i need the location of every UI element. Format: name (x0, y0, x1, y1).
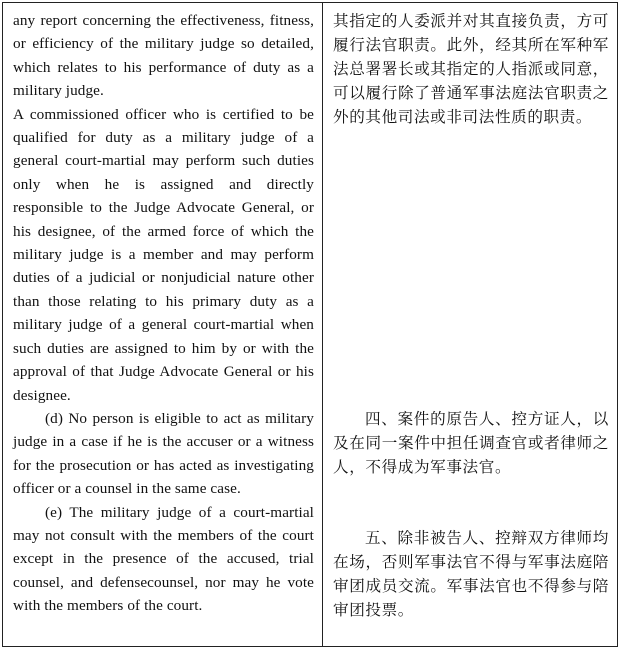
chinese-paragraph-five: 五、除非被告人、控辩双方律师均在场，否则军事法官不得与军事法庭陪审团成员交流。军事法官也不得参与陪审团投票。 (333, 529, 609, 619)
english-paragraph-d: (d) No person is eligible to act as military judge in a case if he is the accuser or a witness for the prosecution or has acted as investigating officer or a counsel in the same case. (13, 409, 314, 498)
bilingual-table (2, 2, 618, 647)
chinese-column (323, 3, 617, 646)
chinese-paragraph-four: 四、案件的原告人、控方证人，以及在同一案件中担任调查官或者律师之人，不得成为军事法官。 (333, 410, 609, 476)
chinese-paragraph-continued: 其指定的人委派并对其直接负责，方可履行法官职责。此外，经其所在军种军法总署署长或其指定的人指派或同意，可以履行除了普通军事法庭法官职责之外的其他司法或非司法性质的职责。 (333, 12, 609, 126)
english-paragraph-certified: A commissioned officer who is certified to be qualified for duty as a military judge of a general court-martial may perform such duties only when he is assigned and directly responsible to the Judge Advocate General, or his designee, of the armed force of which the military judge is a member and may perform duties of a judicial or nonjudicial nature other than those relating to his primary duty as a military judge of a general court-martial when such duties are assigned to him by or with the approval of that Judge Advocate General or his designee. (13, 105, 314, 404)
english-column (3, 3, 323, 646)
english-paragraph-e: (e) The military judge of a court-martial may not consult with the members of the court except in the presence of the accused, trial counsel, and defensecounsel, nor may he vote with the members of the court. (13, 503, 314, 615)
english-paragraph-continued: any report concerning the effectiveness, fitness, or efficiency of the military judge so detailed, which relates to his performance of duty as a military judge. (13, 12, 314, 100)
